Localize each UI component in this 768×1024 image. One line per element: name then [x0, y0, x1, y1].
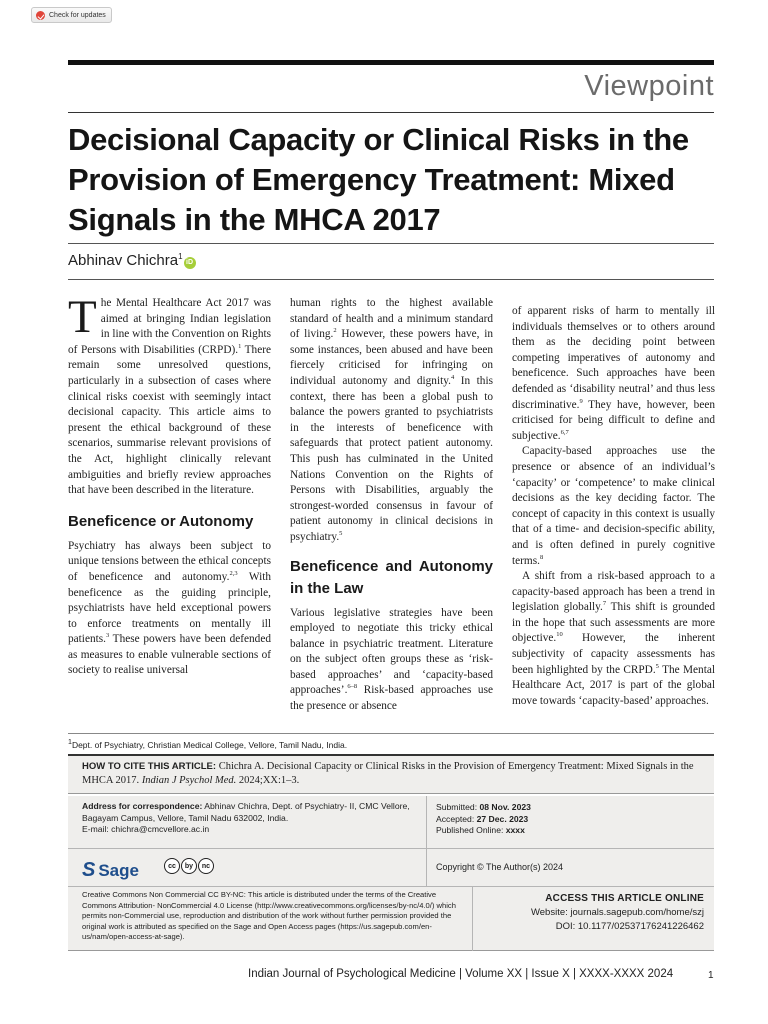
correspondence-block	[82, 801, 422, 836]
copyright-text: Copyright © The Author(s) 2024	[436, 862, 564, 872]
author-affiliation-sup: 1	[178, 252, 183, 261]
body-column-3	[512, 304, 715, 709]
citation-ref[interactable]: 9	[579, 397, 583, 405]
citation-ref[interactable]: 6,7	[560, 428, 569, 436]
citation-ref[interactable]: 10	[556, 631, 563, 639]
section-label: Viewpoint	[584, 70, 714, 102]
body-column-1	[68, 291, 271, 679]
body-paragraph: human rights to the highest available standard of health and a minimum standard of living.$^2$ However, these powers have, in some instances, been abused and have been fiercely criticised for infringing on individual autonomy and dignity.$^4$ In this context, there has been a global push to balance the powers granted to psychiatrists in the interests of beneficence with safeguards that protect patient autonomy. This push has culminated in the United Nations Convention on the Rights of Persons with Disabilities, arguably the strongest-worded consensus in favour of patient autonomy in clinical decisions in psychiatry.$^5$	[290, 297, 494, 543]
info-vertical-divider-2	[472, 886, 473, 951]
author-name[interactable]: Abhinav Chichra	[68, 252, 179, 269]
top-rule	[68, 60, 714, 65]
body-paragraph: Psychiatry has always been subject to unique tensions between the ethical concepts of beneficence and autonomy.$^{2,3}$ With beneficence as the guiding principle, psychiatrists have held exceptional powers to enforce treatments on mentally ill patients.$^3$ These powers have been defended as measures to enable vulnerable sections of society to realise universal	[68, 539, 271, 677]
citation-ref[interactable]: 5	[339, 530, 343, 538]
body-paragraph: Various legislative strategies have been employed to negotiate this tricky ethical balance in psychiatric treatment. Literature on the subject often groups these as ‘risk-based approaches’ and ‘capacity-based approaches’.$^{6-8}$ Risk-based approaches use the presence or absence	[290, 606, 493, 713]
body-paragraph: A shift from a risk-based approach to a capacity-based approach has been a trend in legislation globally.$^7$ This shift is grounded in the hope that such assessments are more objective.$^{10}$ However, the inherent subjectivity of capacity assessments has been highlighted by the CRPD.$^5$ The Mental Healthcare Act, 2017 is part of the global move towards ‘capacity-based’ approaches.	[512, 570, 716, 707]
heading-beneficence-or-autonomy: Beneficence or Autonomy	[68, 512, 254, 530]
heading-beneficence-and-autonomy-in-law: Beneficence and Autonomy in the Law	[290, 557, 493, 597]
info-divider-1	[68, 848, 714, 849]
journal-footer: Indian Journal of Psychological Medicine | Volume XX | Issue X | XXXX-XXXX 2024	[248, 968, 674, 980]
body-paragraph: Capacity-based approaches use the presence or absence of an individual’s ‘capacity’ or ‘competence’ to make clinical decisions as the key deciding factor. The concept of capacity in this context is usually that of a time- and decision-specific ability, and is often defined in purely cognitive terms.$^8$	[512, 445, 715, 567]
intro-paragraph: The Mental Healthcare Act 2017 was aimed at bringing Indian legislation in line with the Convention on Rights of Persons with Disabilities (CRPD).$^1$ There remain some unresolved questions, particularly in a subsection of cases where clinical risks coexist with seemingly intact decisional capacity. This article aims to present the ethical background of these scenarios, summarise relevant provisions of the Act, highlight clinically relevant ambiguities and briefly review approaches that have been described in the literature.	[68, 291, 271, 497]
body-paragraph: of apparent risks of harm to mentally ill individuals themselves or to others around them as the deciding point between competing imperatives of autonomy and beneficence. Such approaches have been defended as ‘disability neutral’ and thus less discriminative.$^9$ They have, however, been criticised for being difficult to define and subjective.$^{6,7}$	[512, 305, 715, 442]
header-divider	[68, 112, 714, 113]
by-attribution-icon: by	[181, 858, 197, 874]
check-for-updates-badge[interactable]	[31, 7, 112, 23]
citation-ref[interactable]: 4	[450, 374, 455, 382]
cite-text: Chichra A. Decisional Capacity or Clinical Risks in the Provision of Emergency Treatment: Mixed Signals in the MHCA 2017.	[82, 761, 694, 786]
sage-logo-icon: S	[82, 859, 96, 881]
published-date: xxxx	[505, 825, 525, 835]
citation-ref[interactable]: 3	[105, 632, 110, 640]
cite-tail: 2024;XX:1–3.	[236, 775, 300, 786]
citation-ref[interactable]: 8	[539, 553, 544, 561]
info-vertical-divider	[426, 796, 427, 886]
citation-ref[interactable]: 5	[655, 662, 659, 670]
check-for-updates-label: Check for updates	[49, 11, 106, 19]
dropcap: T	[68, 291, 97, 343]
affiliation-footnote: $^1$Dept. of Psychiatry, Christian Medical College, Vellore, Tamil Nadu, India.	[68, 738, 348, 750]
access-heading: ACCESS THIS ARTICLE ONLINE	[545, 893, 704, 904]
dates-block: Submitted: 08 Nov. 2023 Accepted: 27 Dec. 2023 Published Online: xxxx	[436, 802, 531, 835]
cite-journal: Indian J Psychol Med.	[141, 775, 237, 786]
doi-link[interactable]: DOI: 10.1177/02537176241226462	[555, 921, 704, 932]
correspondence-email[interactable]: E-mail: chichra@cmcvellore.ac.in	[82, 824, 210, 834]
page-number: 1	[708, 970, 714, 981]
info-divider-2	[68, 886, 714, 887]
citation-ref[interactable]: 7	[602, 600, 607, 608]
submitted-date: 08 Nov. 2023	[479, 802, 531, 812]
cite-label: HOW TO CITE THIS ARTICLE:	[82, 761, 217, 772]
citation-ref[interactable]: 2,3	[229, 570, 238, 578]
correspondence-label: Address for correspondence:	[82, 801, 203, 811]
footnote-divider	[68, 733, 714, 734]
sage-logo[interactable]	[82, 859, 139, 882]
article-title: Decisional Capacity or Clinical Risks in the Provision of Emergency Treatment: Mixed Signals in the MHCA 2017	[68, 122, 689, 237]
correspondence-address: Abhinav Chichra, Dept. of Psychiatry- II, CMC Vellore, Bagayam Campus, Vellore, Tamil Nadu 632002, India.	[82, 801, 410, 823]
orcid-icon[interactable]: iD	[184, 257, 196, 269]
author-line	[68, 252, 196, 269]
citation-ref[interactable]: 6–8	[347, 683, 358, 691]
cc-license-badge[interactable]	[164, 858, 214, 874]
body-column-2	[290, 296, 493, 715]
cc-icon: cc	[164, 858, 180, 874]
sage-logo-text: Sage	[98, 860, 139, 880]
citation-ref[interactable]: 2	[333, 327, 337, 335]
check-updates-icon	[36, 11, 45, 20]
author-divider	[68, 279, 714, 280]
how-to-cite-box	[68, 754, 714, 794]
article-info-box	[68, 796, 714, 951]
website-link[interactable]: Website: journals.sagepub.com/home/szj	[530, 907, 704, 918]
access-online-block	[474, 892, 704, 934]
citation-ref[interactable]: 1	[238, 343, 242, 351]
title-divider	[68, 243, 714, 244]
accepted-date: 27 Dec. 2023	[476, 813, 529, 824]
license-text: Creative Commons Non Commercial CC BY-NC: This article is distributed under the terms of the Creative Commons Attribution- NonCommercial 4.0 License (http://www.creativecommons.org/licenses/by-nc/4.0/) which permits non-Commercial use, reproduction and distribution of the work without further permission provided the original work is attributed as specified on the Sage and Open Access pages (https://us.sagepub.com/en-us/nam/open-access-at-sage).	[82, 890, 456, 942]
noncommercial-icon: nc	[198, 858, 214, 874]
